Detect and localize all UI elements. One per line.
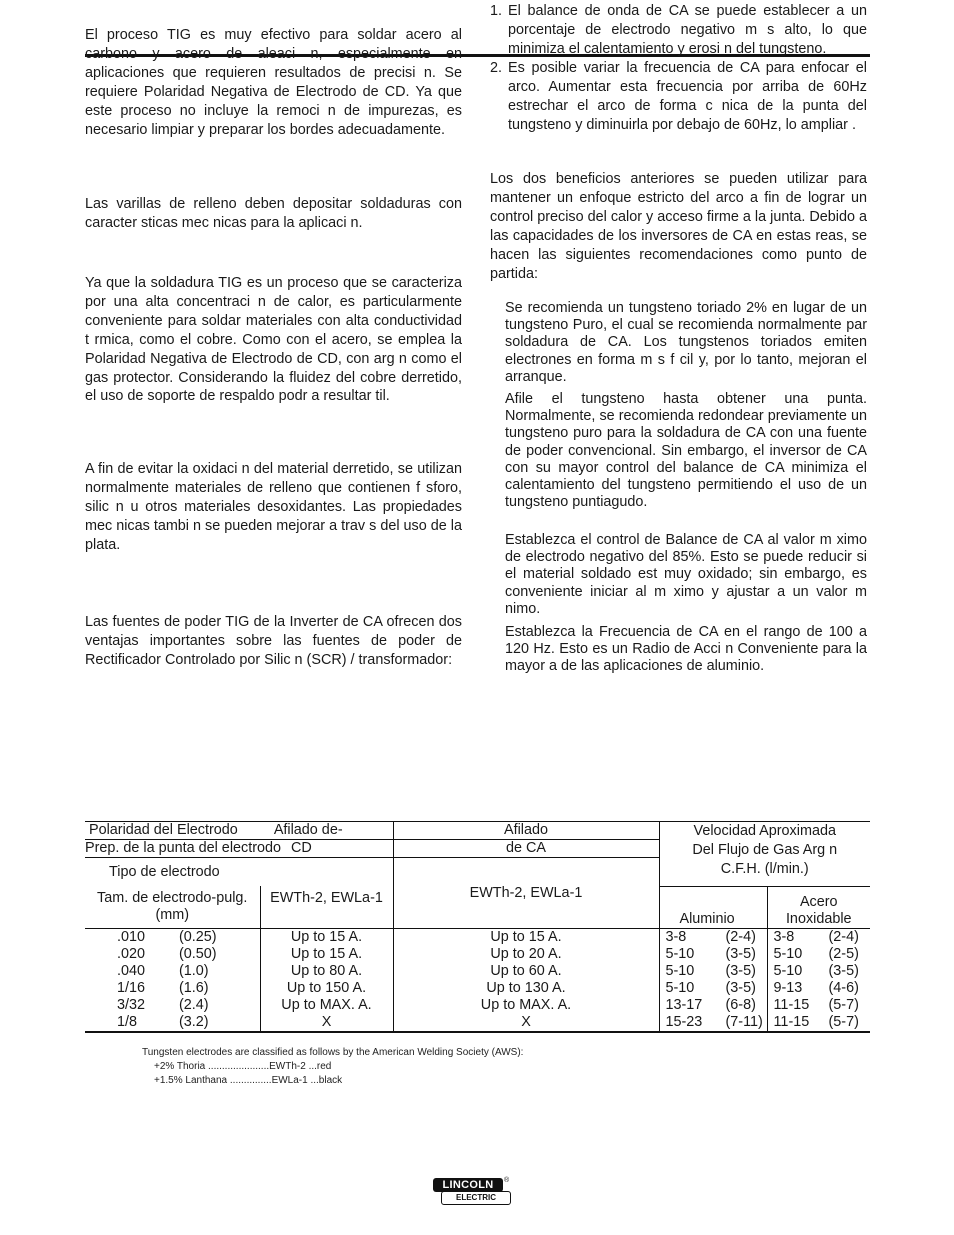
header-size: Tam. de electrodo-pulg. (mm) [97,890,248,923]
recommendation-frequency: Establezca la Frecuencia de CA en el rango de 100 a 120 Hz. Esto es un Radio de Acci n Conveniente para la mayor a de las aplicaciones de aluminio. [505,624,867,675]
table-row: 1/16 (1.6) Up to 150 A. Up to 130 A. 5-10 (3-5) 9-13 (4-6) [85,980,870,997]
list-number: 1. [490,3,503,19]
lincoln-electric-logo [433,1178,510,1205]
aws-note-intro: Tungsten electrodes are classified as follows by the American Welding Society (AWS): [142,1047,524,1058]
table-row: .040 (1.0) Up to 80 A. Up to 60 A. 5-10 (3-5) 5-10 (3-5) [85,963,870,980]
header-de-ca: de CA [393,840,659,858]
recommendation-sharpen: Afile el tungsteno hasta obtener una punta. Normalmente, se recomienda redondear previamente un tungsteno puro para la soldadura de CA con una fuente de poder convencional. Sin embargo, el inversor de CA con su mayor control del balance de CA minimiza el calentamiento del tungsteno permitiendo el uso de un tungsteno puntiagudo. [505,391,867,511]
paragraph-benefits: Los dos beneficios anteriores se pueden utilizar para mantener un enfoque estricto del arco a fin de lograr un control preciso del calor y acceso firme a la junta. Debido a las capacidades de los inversores de CA en estas reas, se hacen las siguientes recomendaciones como punto de partida: [490,171,867,282]
header-ewth-ac: EWTh-2, EWLa-1 [393,858,659,929]
paragraph-inverter: Las fuentes de poder TIG de la Inverter de CA ofrecen dos ventajas importantes sobre las fuentes de poder de Rectificador Controlado por Silic n (SCR) / transformador: [85,614,462,668]
aws-note-lanthana: +1.5% Lanthana ...............EWLa-1 ...black [154,1075,343,1086]
logo-bottom: ELECTRIC [441,1191,511,1205]
paragraph-steel: El proceso TIG es muy efectivo para soldar acero al carbono y acero de aleaci n, especialmente en aplicaciones que requieren resultados de precisi n. Se requiere Polaridad Negativa de Electrodo de CD. Ya que este proceso no incluye la remoci n de impurezas, es necesario limpiar y preparar los bordes adecuadamente. [85,27,462,138]
header-ewth-dc: EWTh-2, EWLa-1 [260,886,393,929]
header-electrode-type: Tipo de electrodo [85,858,393,887]
recommendation-balance: Establezca el control de Balance de CA al valor m ximo de electrodo negativo del 85%. Esto se puede reducir si el material soldado est muy oxidado; sin embargo, es conveniente iniciar al m ximo y ajustar a un valor m nimo. [505,532,867,617]
paragraph-filler-rods: Las varillas de relleno deben depositar soldaduras con caracter sticas mec nicas para la aplicaci n. [85,196,462,231]
table-row: 3/32 (2.4) Up to MAX. A. Up to MAX. A. 13-17 (6-8) 11-15 (5-7) [85,997,870,1014]
paragraph-copper: Ya que la soldadura TIG es un proceso que se caracteriza por una alta concentraci n de calor, es particularmente conveniente para soldar materiales con alta conductividad t rmica, como el cobre. Como con el acero, se emplea la Polaridad Negativa de Electrodo de CD, con arg n como el gas protector. Considerando la fluidez del cobre derretido, el uso de soporte de respaldo podr a resultar til. [85,275,462,405]
list-text: El balance de onda de CA se puede establecer a un porcentaje de electrodo negativo m s alto, lo que minimiza el calentamiento y erosi n del tungsteno. [508,3,867,57]
list-text: Es posible variar la frecuencia de CA para enfocar el arco. Aumentar esta frecuencia por arriba de 60Hz estrechar el arco de forma c nica de la punta del tungsteno y diminuirla por debajo de 60Hz, lo ampliar . [508,60,867,133]
list-item [490,2,867,59]
header-polarity: Polaridad del Electrodo Afilado de- [85,822,393,840]
table-row: .010 (0.25) Up to 15 A. Up to 15 A. 3-8 (2-4) 3-8 (2-4) [85,929,870,947]
recommendation-thoriated: Se recomienda un tungsteno toriado 2% en lugar de un tungsteno Puro, el cual se recomienda normalmente par soldadura de CA. Los tungstenos toriados emiten electrones en forma m s f cil y, por lo tanto, mejoran el arranque. [505,300,867,385]
header-prep: Prep. de la punta del electrodo CD [85,840,393,858]
paragraph-oxidation: A fin de evitar la oxidaci n del material derretido, se utilizan normalmente materiales de relleno que contienen f sforo, silic n u otros materiales desoxidantes. Las propiedades mec nicas tambi n se pueden mejorar a trav s del uso de la plata. [85,461,462,553]
tungsten-table [85,821,870,1033]
aws-note-thoria: +2% Thoria ......................EWTh-2 ...red [154,1061,332,1072]
registered-mark: ® [504,1177,510,1184]
table-row: .020 (0.50) Up to 15 A. Up to 20 A. 5-10 (3-5) 5-10 (2-5) [85,946,870,963]
header-aluminum: Aluminio [659,886,767,929]
table-row: 1/8 (3.2) X X 15-23 (7-11) 11-15 (5-7) [85,1014,870,1032]
header-gas-flow: Velocidad Aproximada Del Flujo de Gas Arg n C.F.H. (l/min.) [659,822,870,887]
header-stainless: Acero Inoxidable [767,886,870,929]
list-number: 2. [490,60,503,76]
aws-notes [142,1046,523,1088]
logo-top: LINCOLN [433,1178,503,1192]
header-afilado: Afilado [393,822,659,840]
list-item [490,59,867,135]
